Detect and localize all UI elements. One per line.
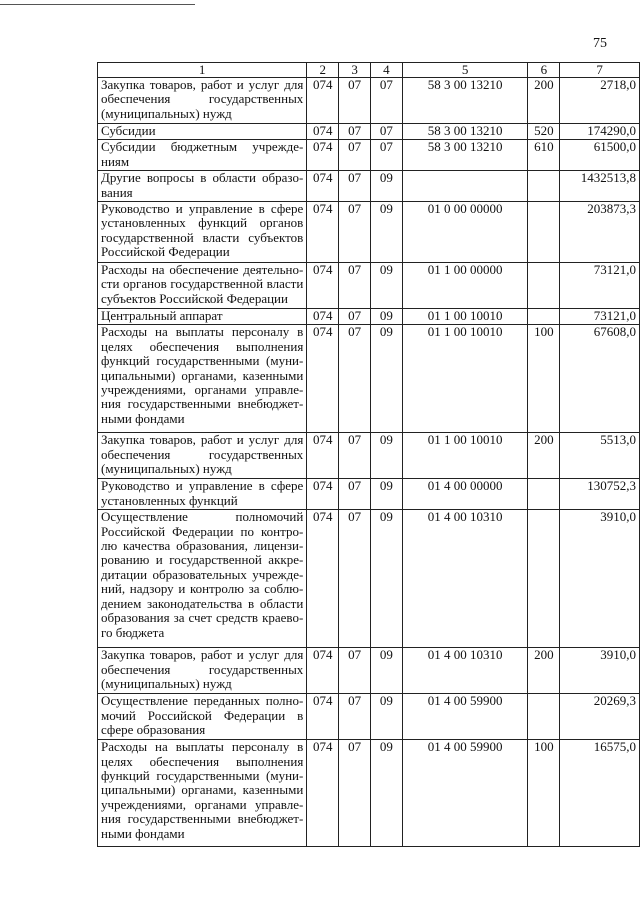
expense-type-code: 100	[528, 325, 560, 433]
subsection-code: 09	[371, 171, 403, 202]
section-code: 07	[339, 202, 371, 263]
ministry-code: 074	[307, 78, 339, 124]
amount: 16575,0	[560, 740, 640, 847]
expense-type-code: 520	[528, 124, 560, 140]
section-code: 07	[339, 433, 371, 479]
section-code: 07	[339, 124, 371, 140]
column-header: 1	[98, 63, 307, 78]
table-header-row	[98, 63, 640, 78]
ministry-code: 074	[307, 648, 339, 694]
subsection-code: 09	[371, 325, 403, 433]
subsection-code: 09	[371, 433, 403, 479]
subsection-code: 07	[371, 124, 403, 140]
column-header: 5	[402, 63, 528, 78]
target-article-code: 01 0 00 00000	[402, 202, 528, 263]
section-code: 07	[339, 510, 371, 648]
table-row	[98, 202, 640, 263]
table-row	[98, 140, 640, 171]
section-code: 07	[339, 78, 371, 124]
table-row	[98, 648, 640, 694]
section-code: 07	[339, 648, 371, 694]
subsection-code: 09	[371, 648, 403, 694]
subsection-code: 09	[371, 309, 403, 325]
amount: 61500,0	[560, 140, 640, 171]
amount: 1432513,8	[560, 171, 640, 202]
table-row	[98, 171, 640, 202]
table-row	[98, 510, 640, 648]
amount: 73121,0	[560, 263, 640, 309]
subsection-code: 09	[371, 694, 403, 740]
page-number: 75	[593, 36, 607, 51]
amount: 2718,0	[560, 78, 640, 124]
target-article-code: 01 4 00 59900	[402, 694, 528, 740]
ministry-code: 074	[307, 479, 339, 510]
expense-name: Руководство и управление в сфере установленных функций	[98, 479, 307, 510]
section-code: 07	[339, 309, 371, 325]
section-code: 07	[339, 171, 371, 202]
section-code: 07	[339, 325, 371, 433]
subsection-code: 09	[371, 510, 403, 648]
ministry-code: 074	[307, 124, 339, 140]
amount: 67608,0	[560, 325, 640, 433]
target-article-code: 01 1 00 10010	[402, 433, 528, 479]
table-row	[98, 740, 640, 847]
table-row	[98, 78, 640, 124]
subsection-code: 09	[371, 202, 403, 263]
expense-name: Расходы на обеспечение деятельно-сти органов государственной власти субъектов Российской Федерации	[98, 263, 307, 309]
ministry-code: 074	[307, 694, 339, 740]
expense-type-code	[528, 694, 560, 740]
expense-type-code: 100	[528, 740, 560, 847]
table-row	[98, 479, 640, 510]
target-article-code: 01 4 00 00000	[402, 479, 528, 510]
budget-table	[97, 62, 640, 847]
expense-name: Закупка товаров, работ и услуг для обеспечения государственных (муниципальных) нужд	[98, 433, 307, 479]
section-code: 07	[339, 140, 371, 171]
expense-name: Субсидии	[98, 124, 307, 140]
subsection-code: 09	[371, 479, 403, 510]
subsection-code: 07	[371, 78, 403, 124]
subsection-code: 09	[371, 740, 403, 847]
column-header: 3	[339, 63, 371, 78]
target-article-code: 58 3 00 13210	[402, 140, 528, 171]
column-header: 6	[528, 63, 560, 78]
target-article-code: 01 1 00 10010	[402, 309, 528, 325]
expense-type-code	[528, 202, 560, 263]
table-row	[98, 263, 640, 309]
table-row	[98, 124, 640, 140]
ministry-code: 074	[307, 510, 339, 648]
expense-type-code	[528, 263, 560, 309]
table-row	[98, 433, 640, 479]
expense-name: Закупка товаров, работ и услуг для обеспечения государственных (муниципальных) нужд	[98, 648, 307, 694]
expense-type-code	[528, 510, 560, 648]
ministry-code: 074	[307, 740, 339, 847]
target-article-code: 01 4 00 59900	[402, 740, 528, 847]
target-article-code: 01 1 00 00000	[402, 263, 528, 309]
amount: 130752,3	[560, 479, 640, 510]
expense-name: Закупка товаров, работ и услуг для обеспечения государственных (муниципальных) нужд	[98, 78, 307, 124]
section-code: 07	[339, 740, 371, 847]
expense-type-code	[528, 309, 560, 325]
expense-name: Осуществление полномочий Российской Федерации по контро-лю качества образования, лицензи-рованию и государственной аккре-дитации образовательных учрежде-ний, надзору и контролю за соблю-дением законодательства в области образования за счет средств краево-го бюджета	[98, 510, 307, 648]
ministry-code: 074	[307, 309, 339, 325]
target-article-code	[402, 171, 528, 202]
ministry-code: 074	[307, 325, 339, 433]
column-header: 4	[371, 63, 403, 78]
expense-type-code: 200	[528, 78, 560, 124]
section-code: 07	[339, 263, 371, 309]
target-article-code: 01 1 00 10010	[402, 325, 528, 433]
amount: 203873,3	[560, 202, 640, 263]
column-header: 2	[307, 63, 339, 78]
subsection-code: 07	[371, 140, 403, 171]
ministry-code: 074	[307, 433, 339, 479]
amount: 3910,0	[560, 510, 640, 648]
column-header: 7	[560, 63, 640, 78]
table-row	[98, 325, 640, 433]
amount: 174290,0	[560, 124, 640, 140]
subsection-code: 09	[371, 263, 403, 309]
table-row	[98, 309, 640, 325]
expense-name: Расходы на выплаты персоналу в целях обеспечения выполнения функций государственными (муни-ципальными) органами, казенными учреждениями, органами управле-ния государственными внебюджет-ными фондами	[98, 740, 307, 847]
target-article-code: 58 3 00 13210	[402, 78, 528, 124]
target-article-code: 01 4 00 10310	[402, 510, 528, 648]
table-row	[98, 694, 640, 740]
expense-name: Субсидии бюджетным учрежде-ниям	[98, 140, 307, 171]
header-rule	[0, 4, 195, 5]
amount: 20269,3	[560, 694, 640, 740]
expense-type-code	[528, 171, 560, 202]
expense-type-code: 610	[528, 140, 560, 171]
ministry-code: 074	[307, 140, 339, 171]
expense-type-code: 200	[528, 648, 560, 694]
target-article-code: 01 4 00 10310	[402, 648, 528, 694]
section-code: 07	[339, 479, 371, 510]
expense-name: Расходы на выплаты персоналу в целях обеспечения выполнения функций государственными (муни-ципальными) органами, казенными учреждениями, органами управле-ния государственными внебюджет-ными фондами	[98, 325, 307, 433]
ministry-code: 074	[307, 263, 339, 309]
target-article-code: 58 3 00 13210	[402, 124, 528, 140]
expense-type-code: 200	[528, 433, 560, 479]
amount: 73121,0	[560, 309, 640, 325]
expense-name: Осуществление переданных полно-мочий Российской Федерации в сфере образования	[98, 694, 307, 740]
expense-name: Другие вопросы в области образо-вания	[98, 171, 307, 202]
expense-name: Центральный аппарат	[98, 309, 307, 325]
amount: 5513,0	[560, 433, 640, 479]
expense-type-code	[528, 479, 560, 510]
expense-name: Руководство и управление в сфере установленных функций органов государственной власти субъектов Российской Федерации	[98, 202, 307, 263]
ministry-code: 074	[307, 171, 339, 202]
amount: 3910,0	[560, 648, 640, 694]
ministry-code: 074	[307, 202, 339, 263]
section-code: 07	[339, 694, 371, 740]
